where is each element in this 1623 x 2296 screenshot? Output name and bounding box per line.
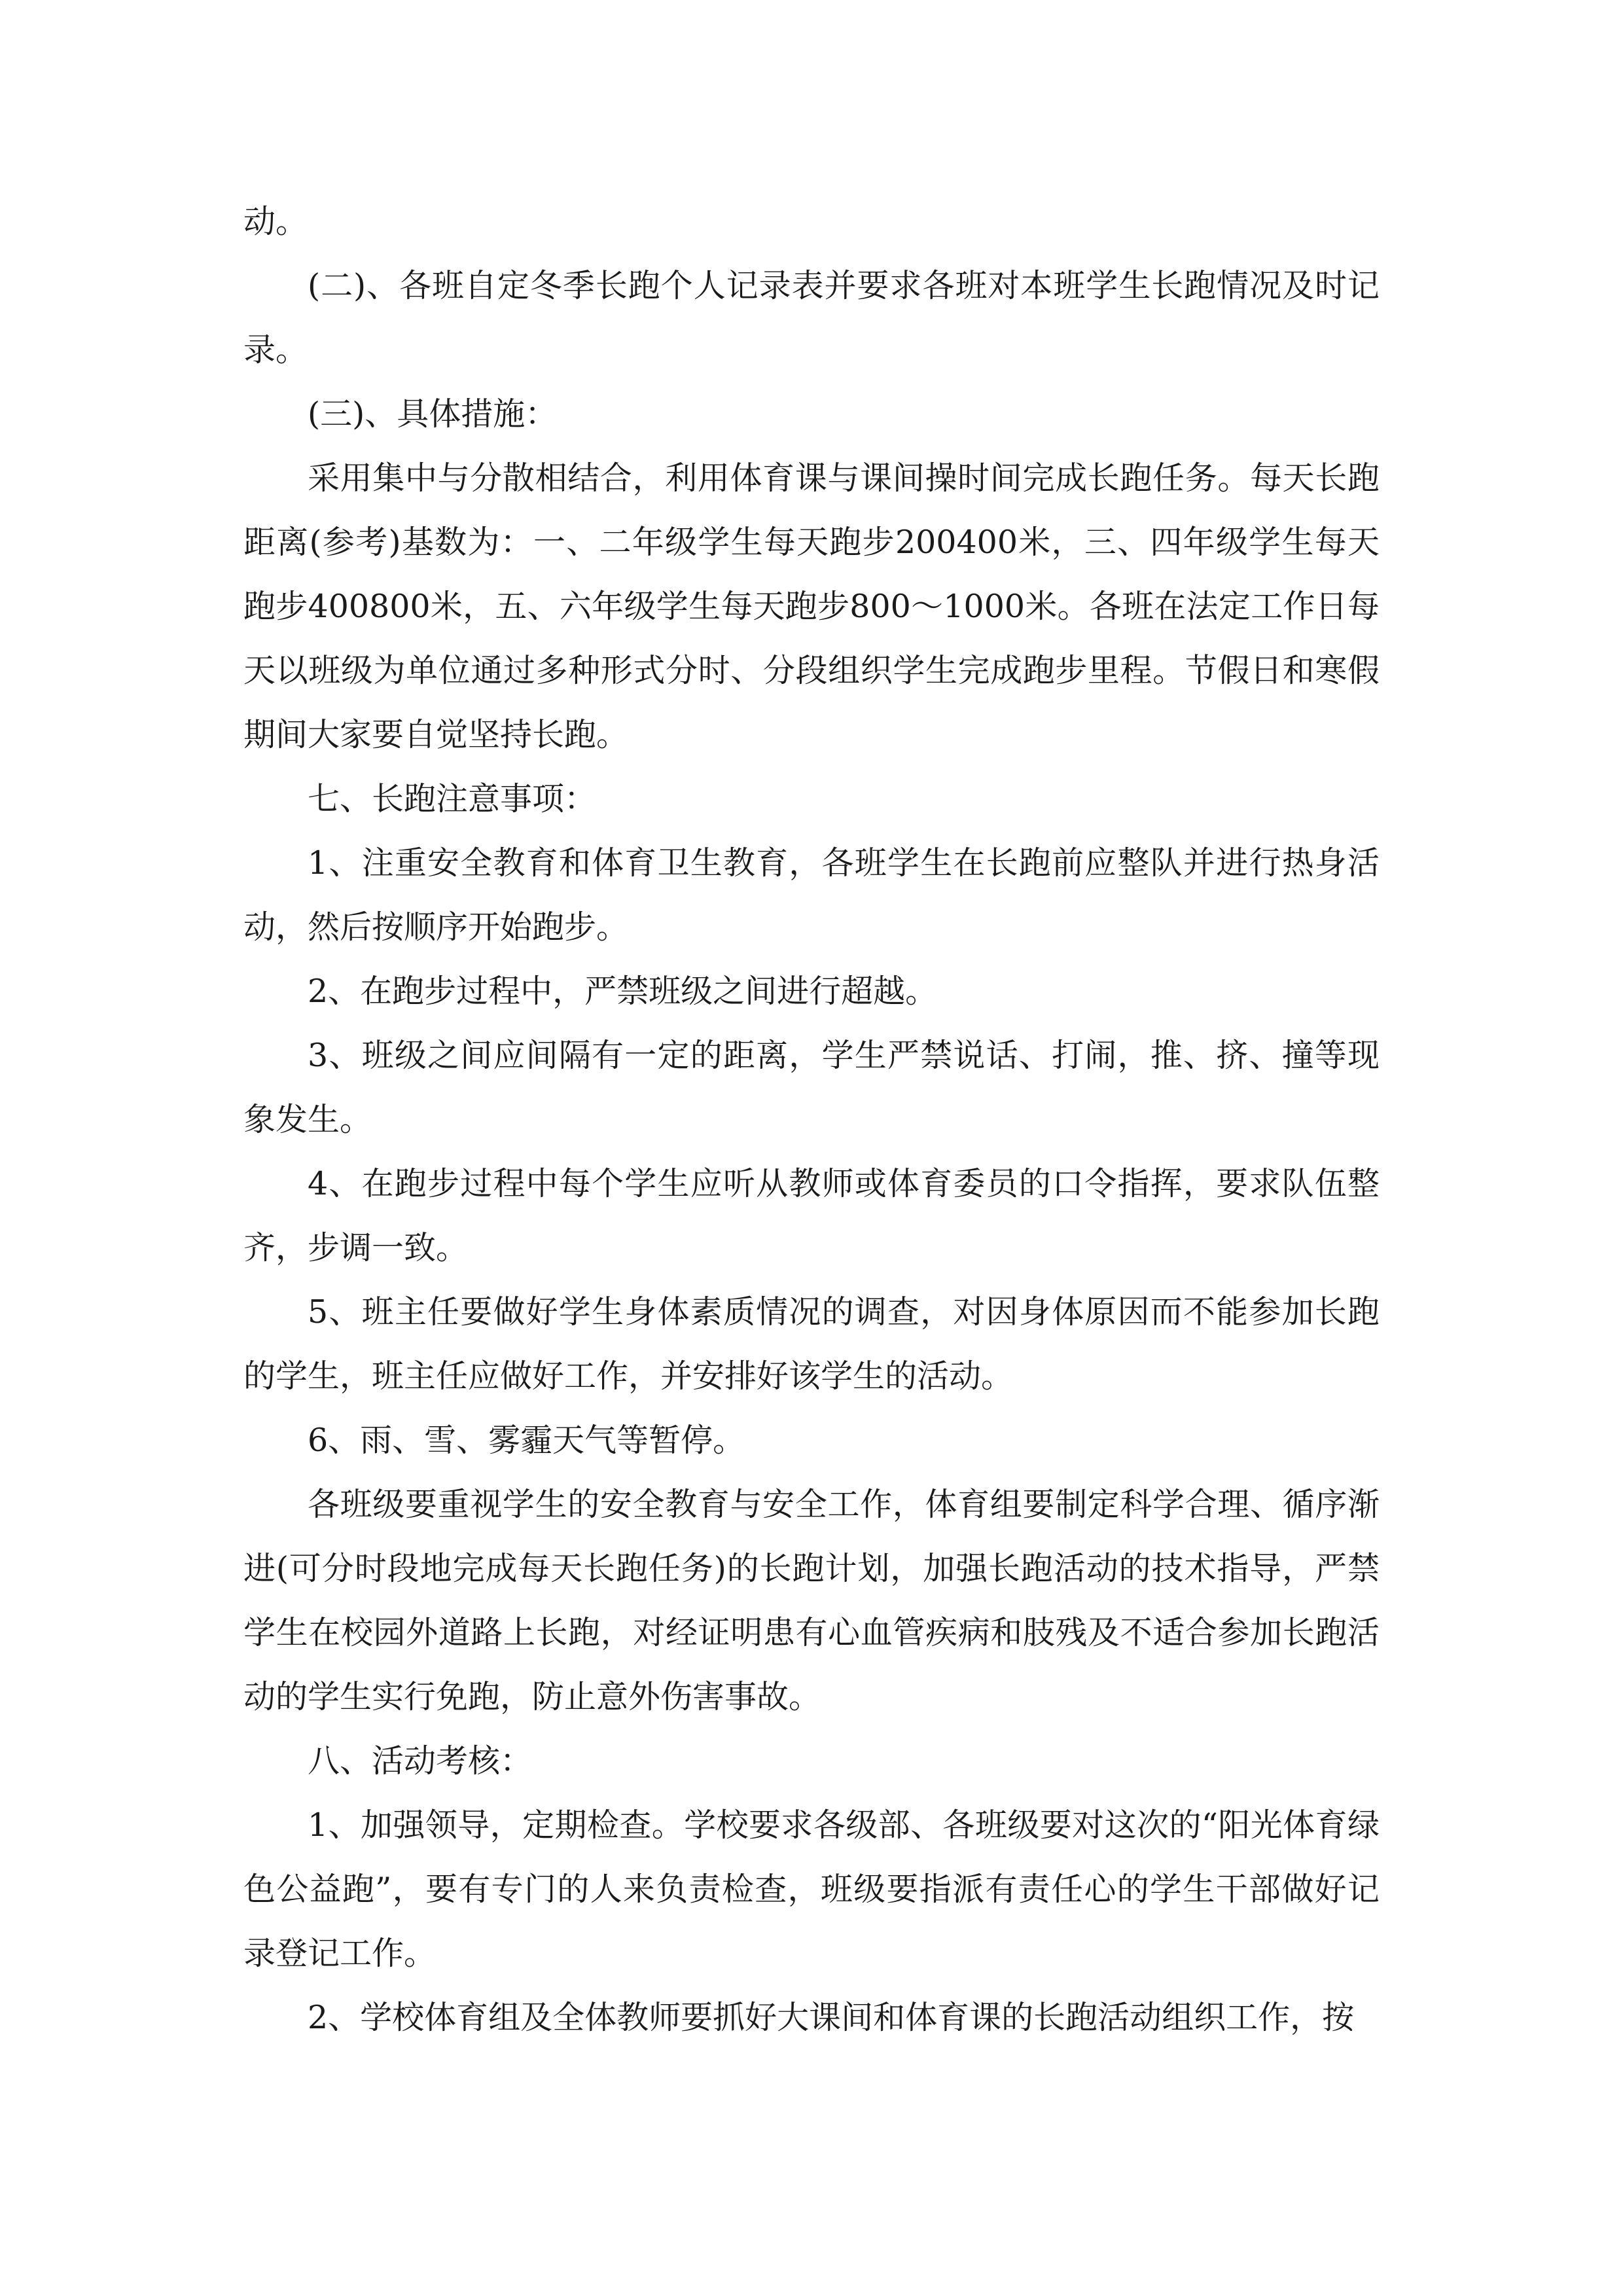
- precaution-item-5: 5、班主任要做好学生身体素质情况的调查，对因身体原因而不能参加长跑的学生，班主任应做好工作，并安排好该学生的活动。: [243, 1293, 1380, 1395]
- paragraph-measures: 采用集中与分散相结合，利用体育课与课间操时间完成长跑任务。每天长跑距离(参考)基数为：一、二年级学生每天跑步200400米，三、四年级学生每天跑步400800米，五、六年级学生每天跑步800～1000米。各班在法定工作日每天以班级为单位通过多种形式分时、分段组织学生完成跑步里程。节假日和寒假期间大家要自觉坚持长跑。: [243, 459, 1380, 753]
- assessment-item-1: 1、加强领导，定期检查。学校要求各级部、各班级要对这次的“阳光体育绿色公益跑”，要有专门的人来负责检查，班级要指派有责任心的学生干部做好记录登记工作。: [243, 1806, 1380, 1972]
- heading-measures: (三)、具体措施：: [308, 395, 558, 433]
- precaution-item-6: 6、雨、雪、雾霾天气等暂停。: [308, 1422, 745, 1459]
- precaution-item-2: 2、在跑步过程中，严禁班级之间进行超越。: [308, 973, 938, 1010]
- paragraph-record-form: (二)、各班自定冬季长跑个人记录表并要求各班对本班学生长跑情况及时记录。: [243, 267, 1380, 368]
- paragraph-continuation: 动。: [243, 203, 308, 240]
- assessment-item-2: 2、学校体育组及全体教师要抓好大课间和体育课的长跑活动组织工作，按: [308, 1999, 1355, 2036]
- paragraph-safety: 各班级要重视学生的安全教育与安全工作，体育组要制定科学合理、循序渐进(可分时段地完成每天长跑任务)的长跑计划，加强长跑活动的技术指导，严禁学生在校园外道路上长跑，对经证明患有心血管疾病和肢残及不适合参加长跑活动的学生实行免跑，防止意外伤害事故。: [243, 1486, 1380, 1715]
- precaution-item-1: 1、注重安全教育和体育卫生教育，各班学生在长跑前应整队并进行热身活动，然后按顺序开始跑步。: [243, 844, 1380, 946]
- heading-precautions: 七、长跑注意事项：: [308, 780, 597, 817]
- precaution-item-4: 4、在跑步过程中每个学生应听从教师或体育委员的口令指挥，要求队伍整齐，步调一致。: [243, 1165, 1380, 1266]
- heading-assessment: 八、活动考核：: [308, 1742, 533, 1780]
- precaution-item-3: 3、班级之间应间隔有一定的距离，学生严禁说话、打闹，推、挤、撞等现象发生。: [243, 1037, 1380, 1138]
- document-body: [243, 190, 1380, 2050]
